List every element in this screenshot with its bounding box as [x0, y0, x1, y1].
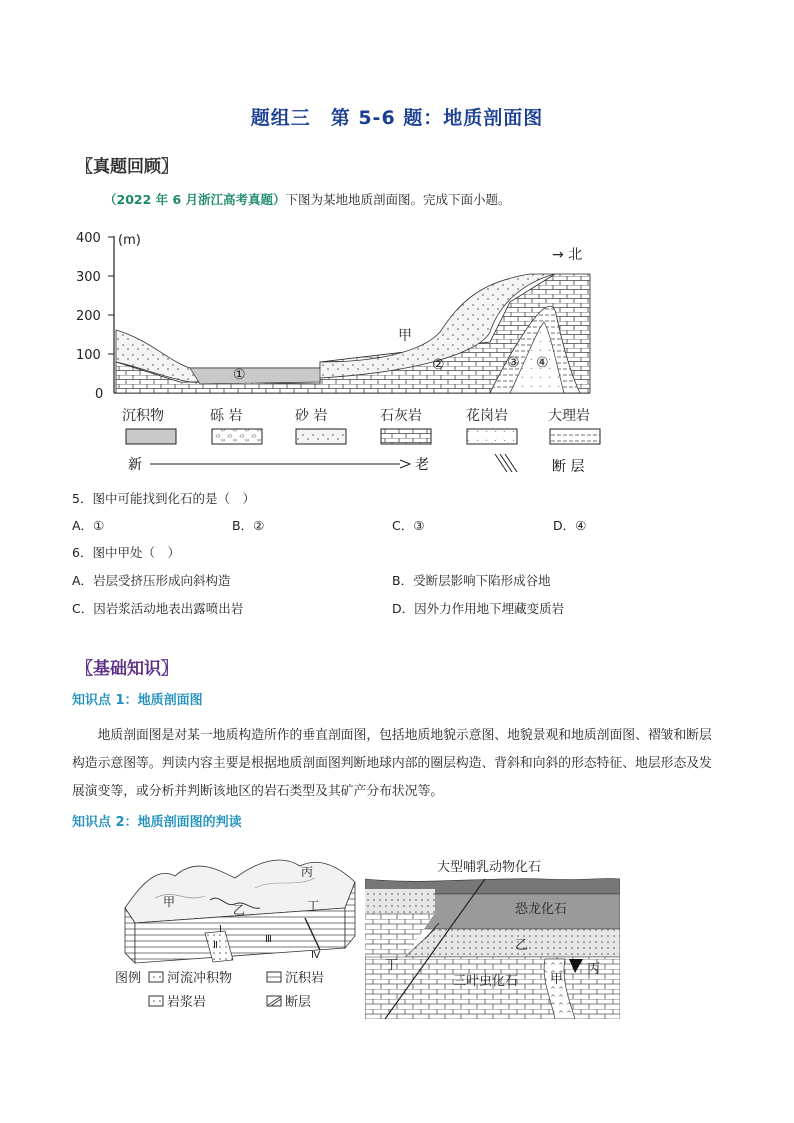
- sediment-layer: [190, 368, 320, 384]
- y-tick-100: 100: [76, 348, 101, 363]
- knowledge-point-2-title: 知识点 2：地质剖面图的判读: [72, 815, 242, 830]
- q6-option-d: D．因外力作用地下埋藏变质岩: [392, 601, 565, 616]
- question-5-stem: 5．图中可能找到化石的是（ ）: [72, 491, 255, 506]
- knowledge-point-1-title: 知识点 1：地质剖面图: [72, 693, 203, 708]
- question-6-stem: 6．图中甲处（ ）: [72, 545, 180, 560]
- fig3-label-dinosaur-fossil: 恐龙化石: [515, 902, 568, 917]
- fault-symbol: [495, 454, 517, 472]
- q6-option-a: A．岩层受挤压形成向斜构造: [72, 573, 231, 588]
- marker-2: ②: [432, 357, 445, 373]
- fig2-swatch-sedimentary: [267, 972, 281, 982]
- fig2-label-jia: 甲: [163, 895, 176, 909]
- q6-option-c: C．因岩浆活动地表出露喷出岩: [72, 601, 244, 616]
- fig2-label-III: Ⅲ: [265, 934, 272, 945]
- fig3-label-mammal-fossil: 大型哺乳动物化石: [437, 860, 542, 875]
- section-real-exam: 〖真题回顾〗: [76, 157, 178, 177]
- q5-option-b: B．②: [232, 518, 265, 533]
- knowledge-point-1-text: 地质剖面图是对某一地质构造所作的垂直剖面图，包括地质地貌示意图、地貌景观和地质剖面图、褶皱和断层构造示意图等。判读内容主要是根据地质剖面图判断地球内部的圈层构造、背斜和向斜的形态特征、地层形态及发展演变等，或分析并判断该地区的岩石类型及其矿产分布状况等。: [72, 728, 712, 799]
- fig2-label-bing: 丙: [301, 865, 314, 879]
- fig3-label-jia: 甲: [550, 972, 564, 987]
- fig2-legend-alluvium: 河流冲积物: [167, 971, 233, 986]
- legend-label-marble: 大理岩: [548, 408, 590, 424]
- marker-1: ①: [233, 367, 246, 383]
- fig2-swatch-igneous: [149, 996, 163, 1006]
- legend-label-sediment: 沉积物: [122, 408, 164, 424]
- fig3-label-bing: 丙: [587, 962, 601, 977]
- legend-label-sandstone: 砂 岩: [295, 408, 328, 424]
- y-tick-0: 0: [95, 387, 104, 402]
- marker-3: ③: [507, 355, 520, 371]
- fig2-label-IV: Ⅳ: [311, 950, 321, 961]
- geologic-profile-figure: [70, 222, 630, 480]
- fig2-label-I: Ⅰ: [219, 924, 222, 935]
- fossil-section-figure: [365, 849, 620, 1019]
- section-basic-knowledge: 〖基础知识〗: [76, 659, 178, 679]
- marker-4: ④: [536, 355, 549, 371]
- q5-option-c: C．③: [392, 518, 425, 533]
- label-jia: 甲: [398, 328, 412, 344]
- intro: [104, 190, 511, 208]
- fig2-legend-igneous: 岩浆岩: [167, 995, 207, 1010]
- q6-option-b: B．受断层影响下陷形成谷地: [392, 573, 551, 588]
- intro-source: （2022 年 6 月浙江高考真题）: [104, 192, 286, 207]
- legend-swatch-sandstone: [296, 429, 346, 444]
- fig2-swatch-alluvium: [149, 972, 163, 982]
- fig3-label-yi: 乙: [515, 938, 529, 953]
- fig2-legend-title: 图例: [115, 971, 142, 986]
- q5-option-a: A．①: [72, 518, 105, 533]
- legend-swatch-conglomerate: [212, 429, 262, 444]
- age-old-label: 老: [415, 457, 429, 473]
- fig3-label-ding: 丁: [385, 958, 399, 973]
- age-new-label: 新: [128, 457, 142, 473]
- y-tick-400: 400: [76, 231, 101, 246]
- fig2-legend-sedimentary: 沉积岩: [285, 971, 325, 986]
- legend-label-limestone: 石灰岩: [380, 408, 422, 424]
- legend-label-fault: 断 层: [552, 459, 585, 475]
- y-tick-300: 300: [76, 270, 101, 285]
- fig2-label-yi: 乙: [233, 903, 246, 917]
- legend-swatch-granite: [467, 429, 517, 444]
- fig3-label-trilobite-fossil: 三叶虫化石: [453, 974, 519, 989]
- intro-text: 下图为某地地质剖面图。完成下面小题。: [285, 192, 511, 207]
- fig2-label-ding: 丁: [307, 899, 320, 913]
- fig2-label-II: Ⅱ: [213, 940, 218, 951]
- y-tick-200: 200: [76, 309, 101, 324]
- y-unit: (m): [118, 233, 141, 248]
- block-diagram-figure: [115, 848, 360, 1018]
- legend-label-conglomerate: 砾 岩: [210, 408, 243, 424]
- legend-swatch-sediment: [126, 429, 176, 444]
- legend-label-granite: 花岗岩: [466, 408, 508, 424]
- q5-option-d: D．④: [553, 518, 587, 533]
- legend-swatch-limestone: [381, 429, 431, 444]
- fig2-legend-fault: 断层: [285, 995, 312, 1010]
- page-title: 题组三 第 5-6 题：地质剖面图: [250, 107, 544, 129]
- legend-swatch-marble: [550, 429, 600, 444]
- north-arrow: → 北: [552, 247, 583, 263]
